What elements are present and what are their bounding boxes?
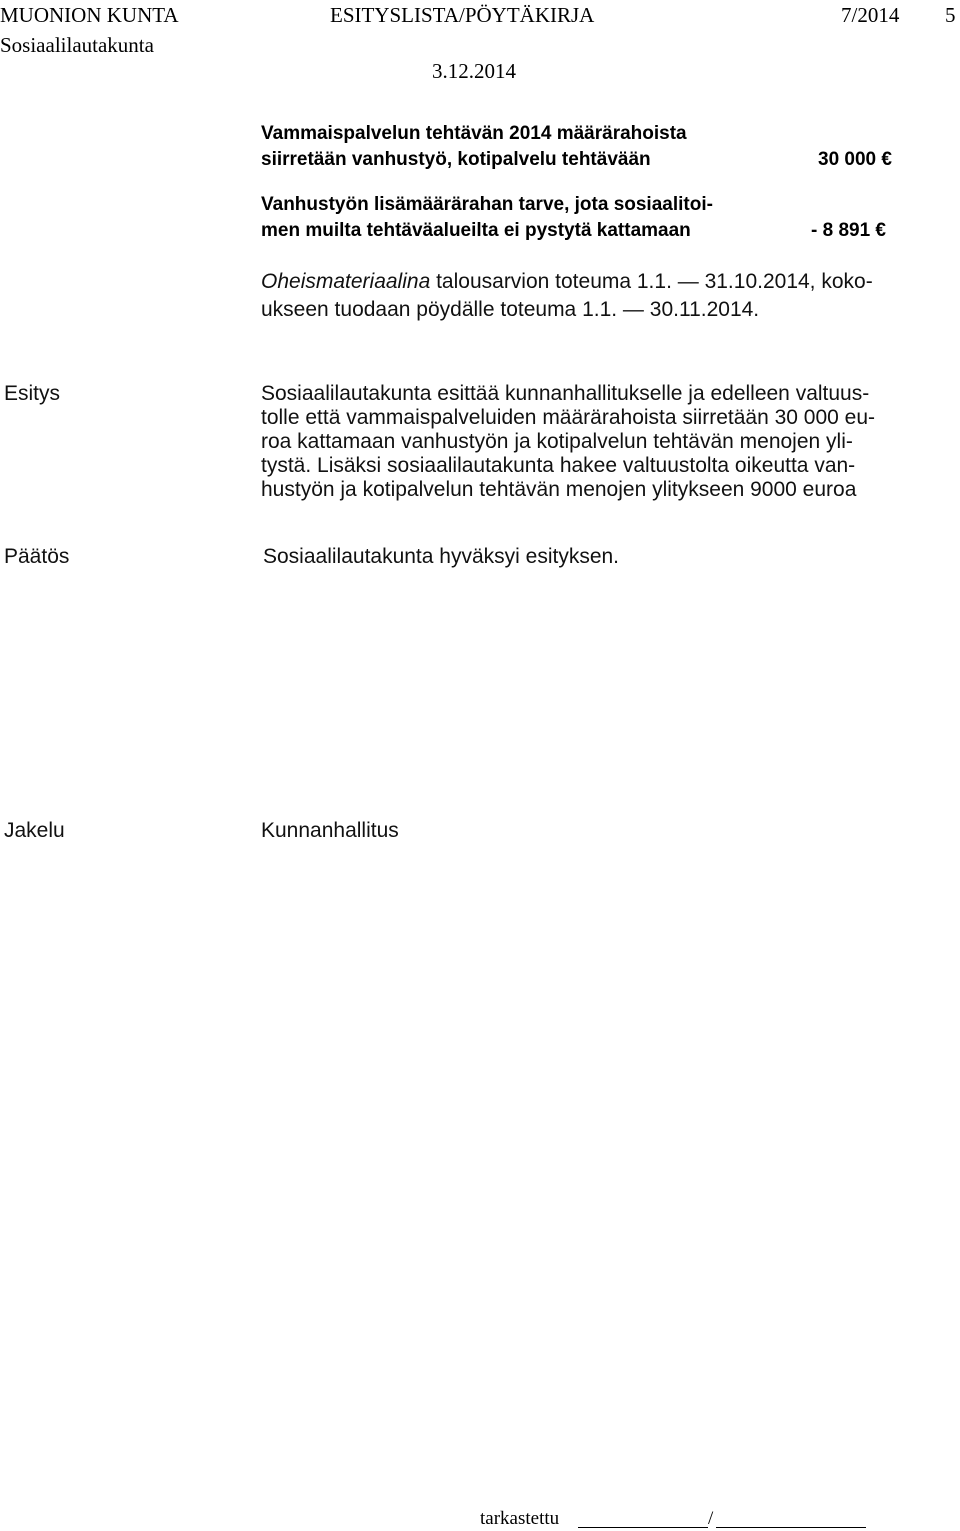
paatos-label: Päätös xyxy=(4,545,70,568)
jakelu-recipient: Kunnanhallitus xyxy=(261,819,399,842)
esitys-line: Sosiaalilautakunta esittää kunnanhallitukselle ja edelleen valtuus- xyxy=(261,382,870,405)
signature-line-right xyxy=(716,1527,866,1528)
signature-separator: / xyxy=(708,1508,714,1529)
municipality-name: MUONION KUNTA xyxy=(0,3,179,27)
budget-row1-amount: 30 000 € xyxy=(818,149,892,170)
budget-row2-amount: - 8 891 € xyxy=(811,220,886,241)
paatos-text: Sosiaalilautakunta hyväksyi esityksen. xyxy=(263,545,620,568)
checked-label: tarkastettu xyxy=(480,1508,560,1529)
document-type: ESITYSLISTA/PÖYTÄKIRJA xyxy=(330,3,595,27)
esitys-paragraph xyxy=(261,382,960,502)
budget-row1-line2: siirretään vanhustyö, kotipalvelu tehtävään xyxy=(261,149,651,170)
esitys-label: Esitys xyxy=(4,382,61,405)
issue-number: 7/2014 xyxy=(841,3,900,27)
attachment-italic-word: Oheismateriaalina xyxy=(261,270,431,293)
budget-row1-line1: Vammaispalvelun tehtävän 2014 määrärahoista xyxy=(261,123,687,144)
page-number: 5 xyxy=(945,3,956,27)
esitys-line: roa kattamaan vanhustyön ja kotipalvelun tehtävän menojen yli- xyxy=(261,430,853,453)
budget-row2-line2: men muilta tehtäväalueilta ei pystytä kattamaan xyxy=(261,220,691,241)
meeting-date: 3.12.2014 xyxy=(432,59,516,83)
signature-line-left xyxy=(578,1527,708,1528)
committee-name: Sosiaalilautakunta xyxy=(0,33,154,57)
attachment-note-line1 xyxy=(261,270,873,294)
budget-row2-line1: Vanhustyön lisämäärärahan tarve, jota sosiaalitoi- xyxy=(261,194,713,215)
attachment-note-line2: ukseen tuodaan pöydälle toteuma 1.1. — 30.11.2014. xyxy=(261,298,760,321)
esitys-line: tolle että vammaispalveluiden määrärahoista siirretään 30 000 eu- xyxy=(261,406,876,429)
esitys-line: tystä. Lisäksi sosiaalilautakunta hakee valtuustolta oikeutta van- xyxy=(261,454,856,477)
jakelu-label: Jakelu xyxy=(4,819,65,842)
esitys-line: hustyön ja kotipalvelun tehtävän menojen ylitykseen 9000 euroa xyxy=(261,478,857,501)
attachment-line1-rest: talousarvion toteuma 1.1. — 31.10.2014, koko- xyxy=(430,270,873,293)
